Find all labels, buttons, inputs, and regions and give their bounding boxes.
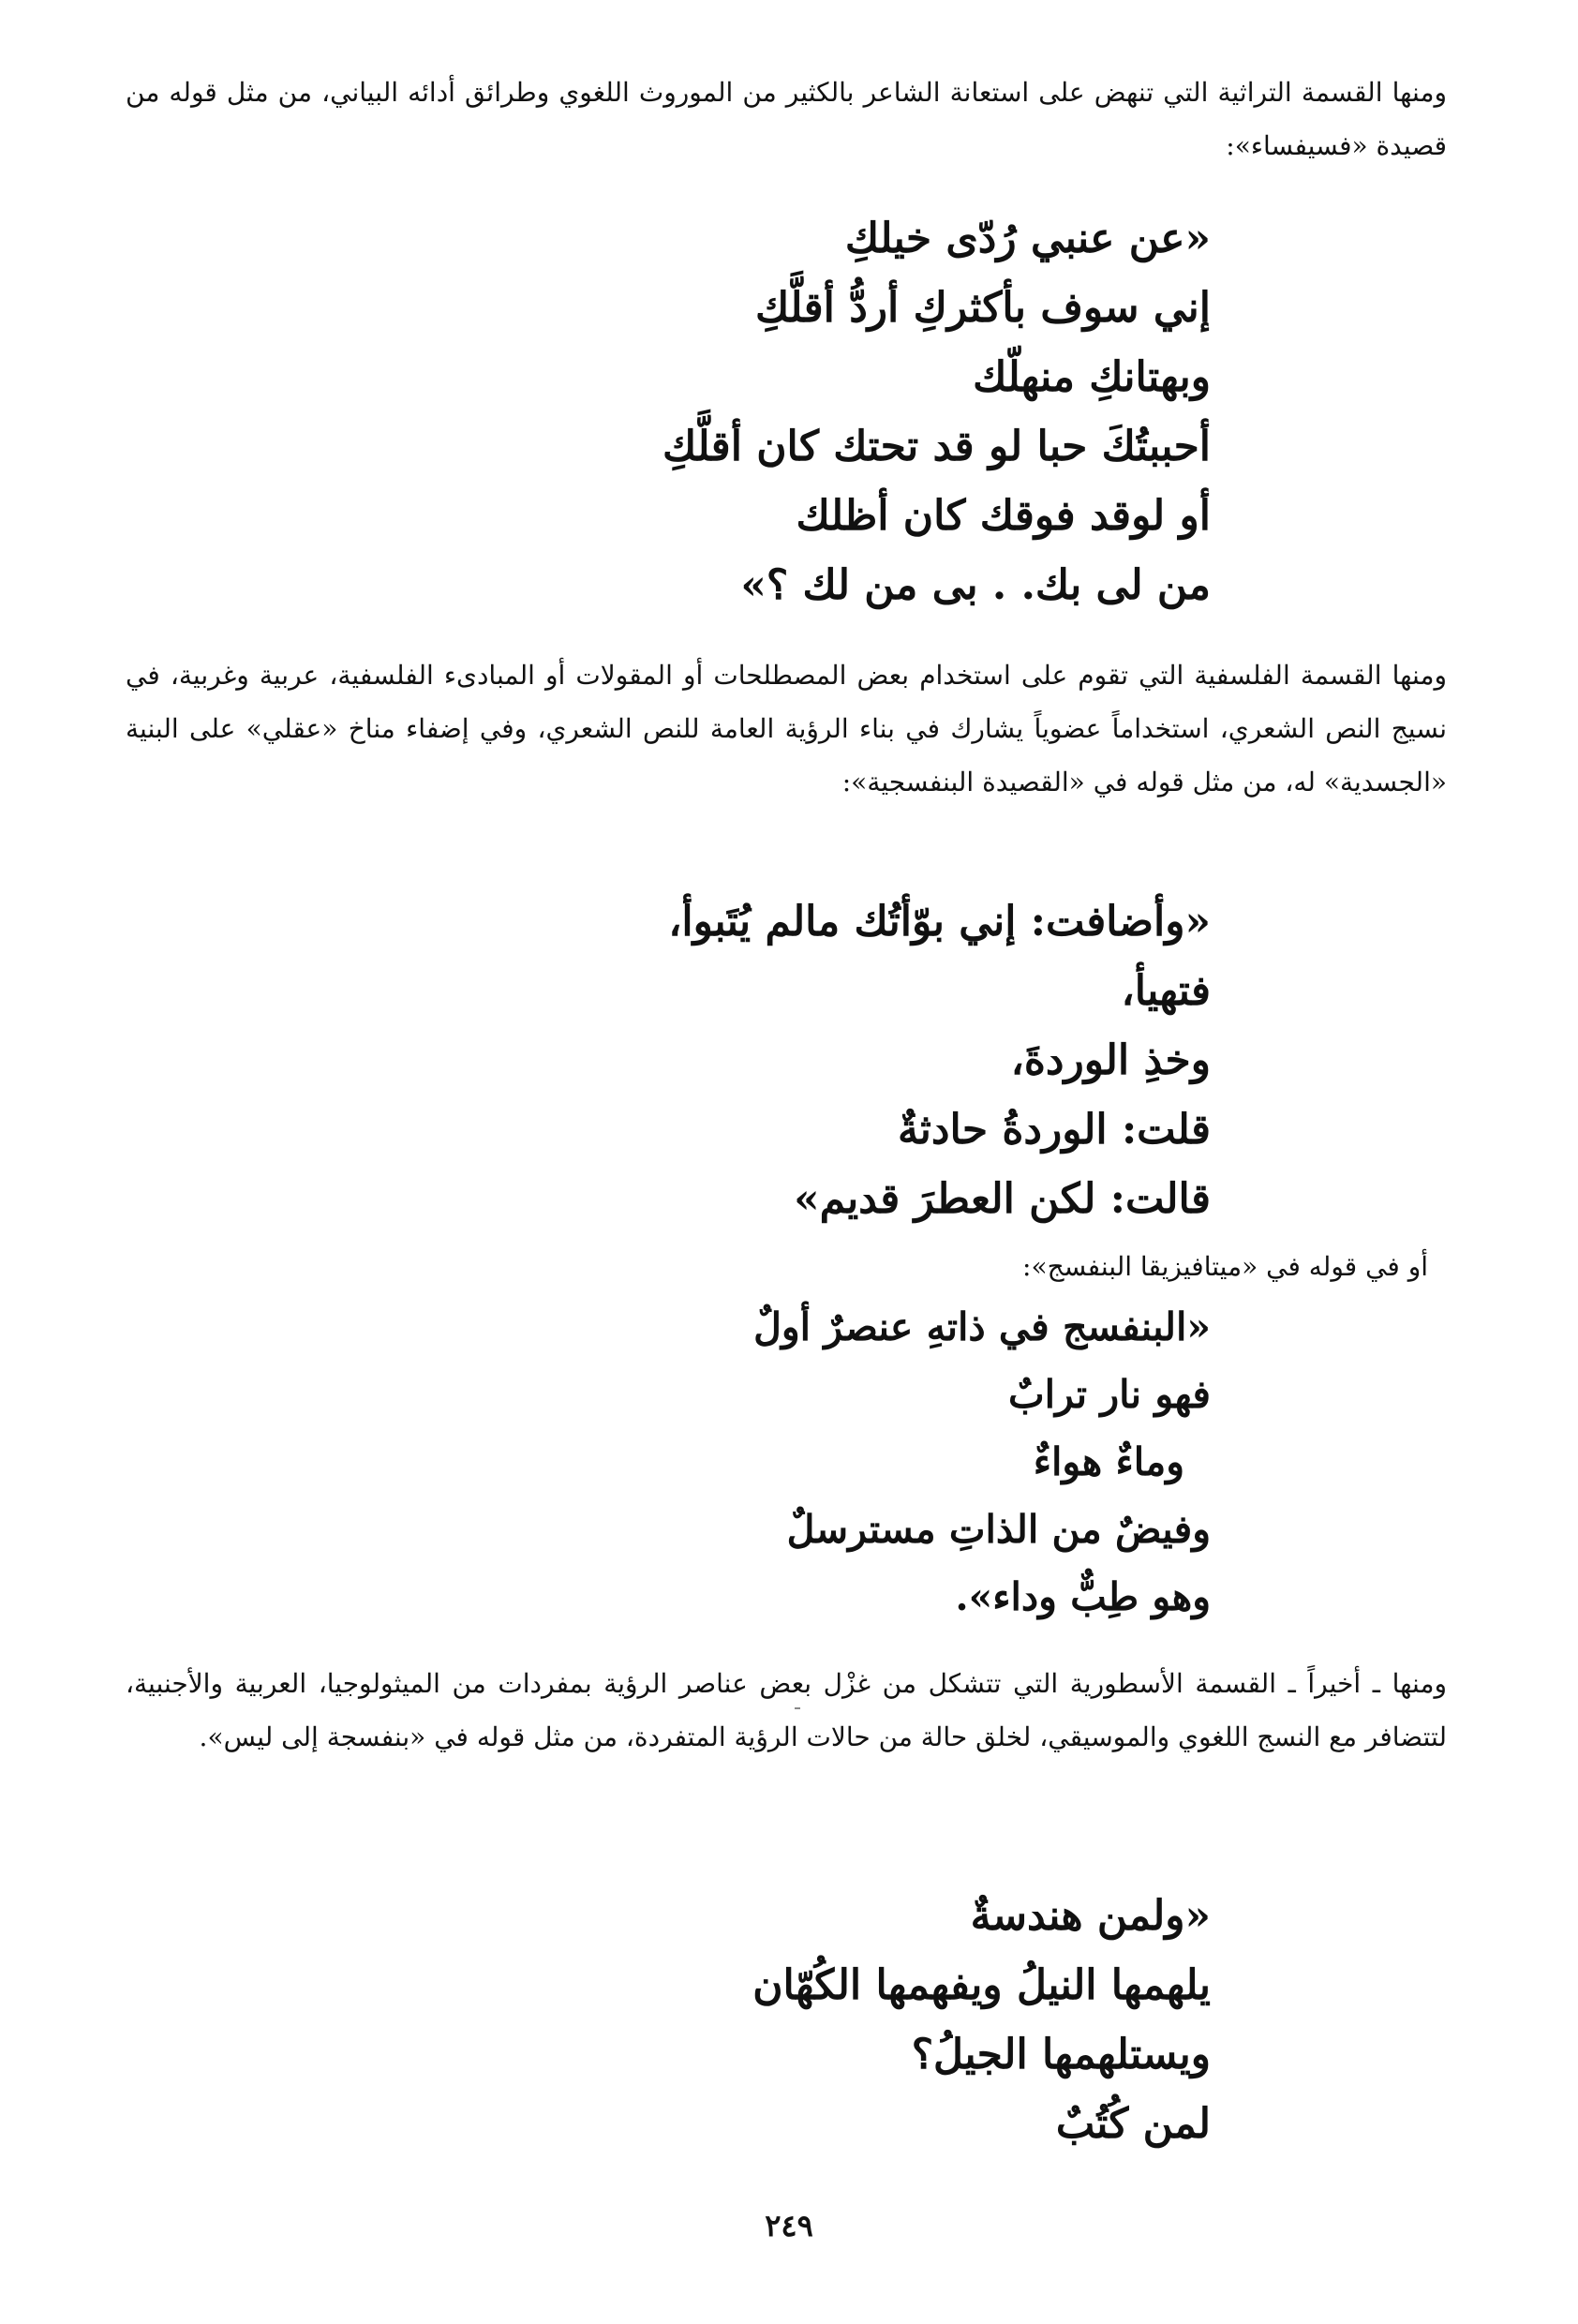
poem-line: وبهتانكِ منهلّك [973,353,1211,401]
poem-line: فهو نار ترابٌ [1008,1372,1211,1417]
paragraph-mythological: ومنها ـ أخيراً ـ القسمة الأسطورية التي تتشكل من غزْل بعض عناصر الرؤية بمفردات من الميثولوجيا، العربية والأجنبية، لتتضافر مع النسج اللغوي والموسيقي، لخلق حالة من حالات الرؤية المتفردة، من مثل قوله في «بنفسجة إلى ليس». [126,1668,1447,1752]
poem-metaphysica [367,1293,1211,1631]
poem-line: وهو طِبٌّ وداء». [955,1574,1211,1619]
poem-line: من لى بك. . بى من لك ؟» [740,561,1211,609]
poem-line: إني سوف بأكثركِ أردُّ أقلَّكِ [754,284,1211,332]
poem-line: قلت: الوردةُ حادثةٌ [898,1106,1211,1154]
poem-line: وفيضٌ من الذاتِ مسترسلٌ [786,1507,1211,1552]
poem-fusaifisa [367,204,1211,620]
poem-line: ويستلهمها الجيلُ؟ [911,2031,1211,2078]
poem-line: يلهمها النيلُ ويفهمها الكُهّان [752,1961,1211,2009]
poem-line: قالت: لكن العطرَ قديم» [794,1175,1211,1223]
poem-banafsaja-ila-lis [367,1882,1211,2159]
poem-line: وخذِ الوردةَ، [1010,1036,1211,1084]
paragraph-heritage: ومنها القسمة التراثية التي تنهض على استعانة الشاعر بالكثير من الموروث اللغوي وطرائق أدائه البياني، من مثل قوله من قصيدة «فسيفساء»: [126,77,1447,161]
poem-line: «البنفسج في ذاتهِ عنصرٌ أولٌ [753,1304,1211,1349]
poem-line: «وأضافت: إني بوّأتُك مالم يُتَبوأ، [668,898,1211,946]
poem-line: أحببتُكَ حبا لو قد تحتك كان أقلَّكِ [662,423,1211,470]
poem-line: لمن كُتُبٌ [1055,2100,1211,2148]
poem-line: وماءٌ هواءٌ [1033,1439,1184,1484]
poem-banafsajiya [367,887,1211,1234]
poem-line: «ولمن هندسةٌ [970,1892,1211,1940]
poem-line: فتهيأ، [1121,967,1211,1015]
poem-line: أو لوقد فوقك كان أظلك [796,492,1211,540]
paragraph-philosophical: ومنها القسمة الفلسفية التي تقوم على استخدام بعض المصطلحات أو المقولات أو المبادىء الفلسفية، عربية وغربية، في نسيج النص الشعري، استخداماً عضوياً يشارك في بناء الرؤية العامة للنص الشعري، وفي إضفاء مناخ «عقلي» على البنية «الجسدية» له، من مثل قوله في «القصيدة البنفسجية»: [126,660,1447,797]
page-number: ٢٤٩ [765,2208,813,2243]
metaphysica-intro: أو في قوله في «ميتافيزيقا البنفسج»: [1022,1251,1428,1282]
poem-line: «عن عنبي رُدّى خيلكِ [844,215,1211,262]
